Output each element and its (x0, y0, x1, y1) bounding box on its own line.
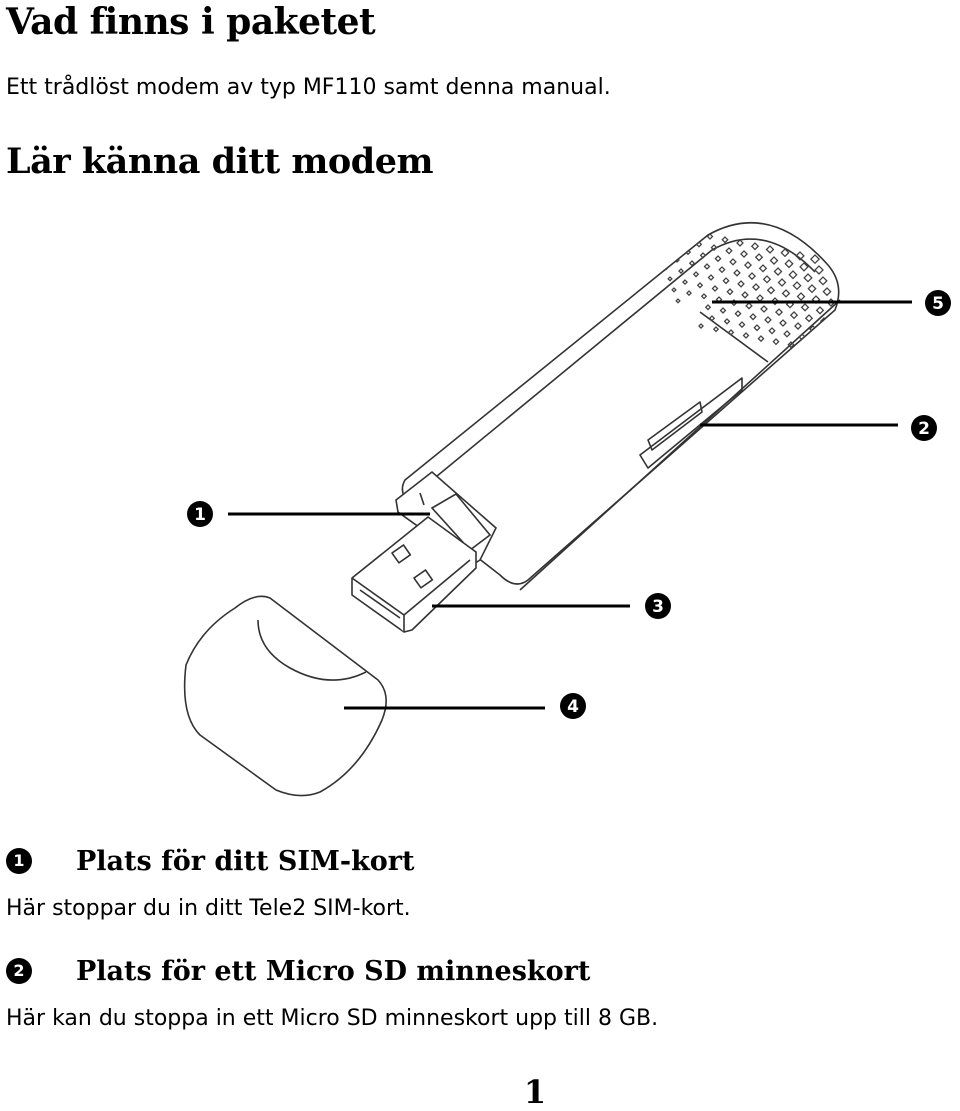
pattern-dot (652, 233, 656, 237)
pattern-dot (803, 345, 808, 350)
pattern-dot (671, 247, 675, 251)
callout-3 (645, 593, 671, 619)
page-heading: Vad finns i paketet (6, 1, 376, 43)
modem-diagram (0, 200, 960, 800)
pattern-dot (829, 340, 835, 346)
pattern-dot (814, 337, 820, 343)
item-microsd-slot (6, 956, 659, 1031)
item-number-badge: 2 (6, 958, 32, 984)
item-description: Här stoppar du in ditt Tele2 SIM-kort. (6, 896, 411, 921)
pattern-dot (836, 321, 842, 327)
item-description: Här kan du stoppa in ett Micro SD minneskort upp till 8 GB. (6, 1006, 659, 1031)
section-heading: Lär känna ditt modem (6, 141, 434, 182)
pattern-dot (667, 236, 671, 240)
callout-3-label: 3 (652, 597, 664, 617)
pattern-dot (678, 228, 682, 232)
package-contents-text: Ett trådlöst modem av typ MF110 samt denna manual. (6, 75, 611, 100)
pattern-dot (825, 329, 831, 335)
callout-1 (187, 501, 213, 527)
callout-2-label: 2 (918, 419, 930, 439)
callout-2 (911, 415, 937, 441)
pattern-dot (648, 222, 652, 226)
pattern-dot (693, 231, 698, 236)
pattern-dot (833, 351, 838, 356)
item-sim-slot (6, 846, 415, 921)
pattern-dot (660, 255, 664, 259)
callout-1-label: 1 (194, 505, 206, 525)
pattern-dot (656, 244, 660, 248)
item-title: Plats för ditt SIM-kort (76, 846, 415, 877)
pattern-dot (818, 348, 823, 353)
callout-4 (560, 693, 586, 719)
pattern-dot (844, 343, 849, 348)
modem-cap (185, 596, 387, 795)
item-number-badge: 1 (6, 848, 32, 874)
pattern-dot (682, 239, 686, 243)
page-number: 1 (523, 1073, 547, 1111)
pattern-dot (848, 354, 853, 359)
pattern-dot (840, 332, 846, 338)
callout-5-label: 5 (932, 294, 944, 314)
callout-5 (925, 290, 951, 316)
callout-4-label: 4 (567, 697, 579, 717)
pattern-dot (663, 225, 667, 229)
item-title: Plats för ett Micro SD minneskort (76, 956, 591, 987)
